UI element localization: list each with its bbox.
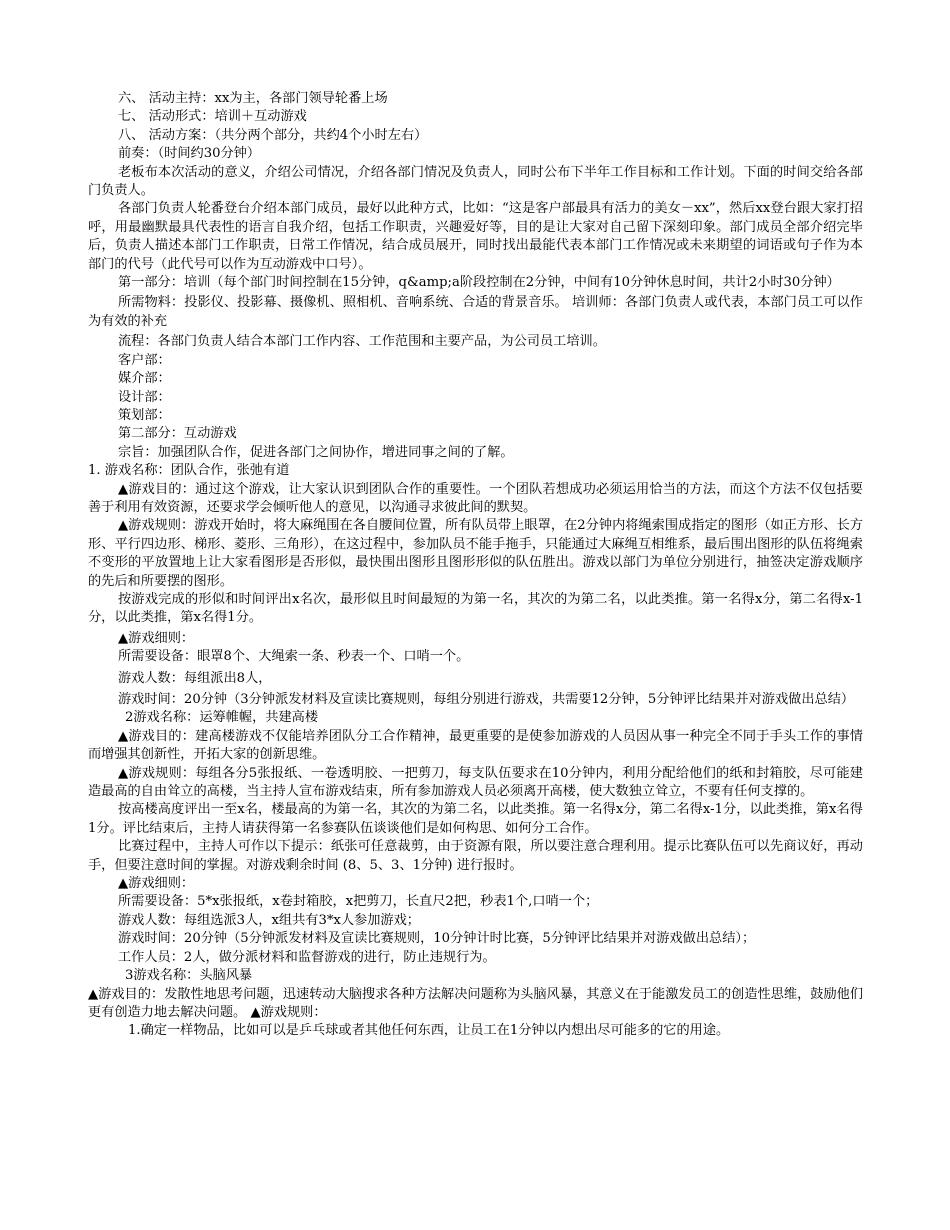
para-game2-scoring: 按高楼高度评出一至x名，楼最高的为第一名，其次的为第二名，以此类推。第一名得x分，第二名得x-1分，以此类推，第x名得1分。评比结束后，主持人请获得第一名参赛队伍谈谈他们是如何构思、如何分工合作。 <box>88 802 863 836</box>
para-game1-scoring: 按游戏完成的形似和时间评出x名次，最形似且时间最短的为第一名，其次的为第二名，以此类推。第一名得x分，第二名得x-1分，以此类推，第x名得1分。 <box>88 591 863 626</box>
document-page <box>88 90 863 1041</box>
para-boss-intro: 老板布本次活动的意义，介绍公司情况，介绍各部门情况及负责人，同时公布下半年工作目标和工作计划。下面的时间交给各部门负责人。 <box>88 164 863 199</box>
heading-game1: 1. 游戏名称：团队合作，张弛有道 <box>88 463 290 479</box>
para-part1-training: 第一部分：培训（每个部门时间控制在15分钟，q&amp;a阶段控制在2分钟，中间有10分钟休息时间，共计2小时30分钟） <box>118 275 840 291</box>
para-part2-games: 第二部分：互动游戏 <box>118 426 237 442</box>
para-game2-details: ▲游戏细则： <box>118 876 195 892</box>
para-game1-rules: ▲游戏规则：游戏开始时，将大麻绳围在各自腰间位置，所有队员带上眼罩，在2分钟内将绳索围成指定的图形（如正方形、长方形、平行四边形、梯形、菱形、三角形），在这过程中，参加队员不能手拖手，只能通过大麻绳互相维系，最后围出图形的队伍将绳索不变形的平放置地上让大家看图形是否形似，最快围出图形且图形形似的队伍胜出。游戏以部门为单位分别进行，抽签决定游戏顺序的先后和所要摆的图形。 <box>88 518 863 589</box>
para-game2-hints: 比赛过程中，主持人可作以下提示：纸张可任意裁剪，由于资源有限，所以要注意合理利用。提示比赛队伍可以先商议好，再动手，但要注意时间的掌握。对游戏剩余时间 (8、5、3、1分钟) 进行报时。 <box>88 839 863 873</box>
para-game2-equipment: 所需要设备：5*x张报纸，x卷封箱胶，x把剪刀，长直尺2把，秒表1个,口哨一个； <box>118 894 599 910</box>
heading-game3: 3游戏名称：头脑风暴 <box>125 968 253 984</box>
para-media-dept: 媒介部： <box>118 371 171 387</box>
para-game2-goal: ▲游戏目的：建高楼游戏不仅能培养团队分工合作精神，最更重要的是使参加游戏的人员因从事一种完全不同于手头工作的事情而增强其创新性，开拓大家的创新思维。 <box>88 728 863 763</box>
para-game3-goal: ▲游戏目的：发散性地思考问题，迅速转动大脑搜求各种方法解决问题称为头脑风暴，其意义在于能激发员工的创造性思维，鼓励他们更有创造力地去解决问题。 ▲游戏规则： <box>88 986 864 1020</box>
para-plan: 八、 活动方案：（共分两个部分，共约4个小时左右） <box>118 127 428 143</box>
para-game2-staff: 工作人员：2人，做分派材料和监督游戏的进行，防止违规行为。 <box>118 949 496 965</box>
para-client-dept: 客户部： <box>118 352 171 368</box>
para-planning-dept: 策划部： <box>118 407 171 423</box>
para-game2-players: 游戏人数：每组选派3人，x组共有3*x人参加游戏； <box>118 912 420 928</box>
para-host: 六、 活动主持：xx为主，各部门领导轮番上场 <box>118 91 388 106</box>
heading-game2: 2游戏名称：运筹帷幄，共建高楼 <box>125 710 319 726</box>
para-design-dept: 设计部： <box>118 389 171 405</box>
para-game1-equipment: 所需要设备：眼罩8个、大绳索一条、秒表一个、口哨一个。 <box>118 649 470 665</box>
para-materials: 所需物料：投影仪、投影幕、摄像机、照相机、音响系统、合适的背景音乐。 培训师：各部门负责人或代表，本部门员工可以作为有效的补充 <box>88 295 863 329</box>
para-game3-step1: 1.确定一样物品，比如可以是乒乓球或者其他任何东西，让员工在1分钟以内想出尽可能多的它的用途。 <box>128 1023 730 1039</box>
para-game2-rules: ▲游戏规则：每组各分5张报纸、一卷透明胶、一把剪刀，每支队伍要求在10分钟内，利用分配给他们的纸和封箱胶，尽可能建造最高的自由耸立的高楼，当主持人宣布游戏结束，所有参加游戏人员必须离开高楼，使大数独立耸立，不要有任何支撑的。 <box>88 765 863 800</box>
para-game1-details: ▲游戏细则： <box>118 630 195 646</box>
para-format: 七、 活动形式：培训＋互动游戏 <box>118 109 307 125</box>
para-process: 流程：各部门负责人结合本部门工作内容、工作范围和主要产品，为公司员工培训。 <box>118 334 606 350</box>
para-game1-time: 游戏时间：20分钟（3分钟派发材料及宣读比赛规则，每组分别进行游戏，共需要12分钟，5分钟评比结果并对游戏做出总结） <box>118 692 855 707</box>
para-prelude: 前奏：（时间约30分钟） <box>118 146 261 162</box>
para-game2-time: 游戏时间：20分钟（5分钟派发材料及宣读比赛规则，10分钟计时比赛，5分钟评比结果并对游戏做出总结）； <box>118 931 756 947</box>
para-dept-intro: 各部门负责人轮番登台介绍本部门成员，最好以此种方式，比如：“这是客户部最具有活力的美女－xx”，然后xx登台跟大家打招呼，用最幽默最具代表性的语言自我介绍，包括工作职责，兴趣爱好等，目的是让大家对自己留下深刻印象。部门成员全部介绍完毕后，负责人描述本部门工作职责，日常工作情况，结合成员展开，同时找出最能代表本部门工作情况或未来期望的词语或句子作为本部门的代号（此代号可以作为互动游戏中口号）。 <box>88 201 863 272</box>
para-purpose: 宗旨：加强团队合作，促进各部门之间协作，增进同事之间的了解。 <box>118 444 514 460</box>
para-game1-players: 游戏人数：每组派出8人， <box>118 670 272 686</box>
para-game1-goal: ▲游戏目的：通过这个游戏，让大家认识到团队合作的重要性。一个团队若想成功必须运用恰当的方法，而这个方法不仅包括要善于利用有效资源，还要求学会倾听他人的意见，以沟通寻求彼此间的默契。 <box>88 481 863 515</box>
